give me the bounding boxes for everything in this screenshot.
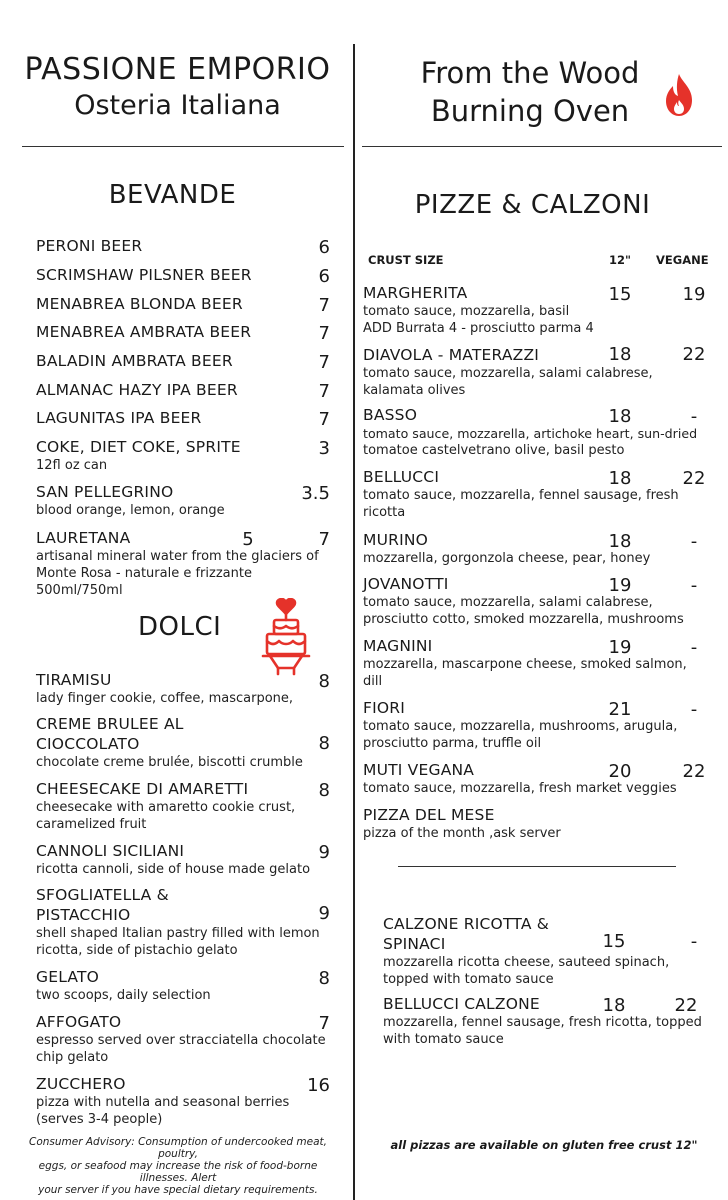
item-description: tomato sauce, mozzarella, basil [363, 304, 570, 319]
item-price: 7 [318, 529, 330, 550]
item-price: 7 [318, 323, 330, 344]
item-name: GELATO [36, 968, 100, 986]
item-description: ADD Burrata 4 - prosciutto parma 4 [363, 321, 594, 336]
item-price: 3.5 [301, 483, 330, 504]
item-name-line2: CIOCCOLATO [36, 735, 140, 753]
list-item [36, 265, 252, 285]
item-name: MUTI VEGANA [363, 761, 475, 779]
item-description: mozzarella, fennel sausage, fresh ricotta, topped [383, 1015, 702, 1030]
price-12: 19 [608, 575, 632, 596]
list-item [36, 1012, 326, 1066]
item-name: ALMANAC HAZY IPA BEER [36, 381, 238, 399]
item-description: mozzarella, gorgonzola cheese, pear, honey [363, 551, 651, 566]
price-12: 18 [608, 344, 632, 365]
price-vegane: 22 [682, 761, 706, 782]
list-item [36, 528, 319, 599]
price-vegane: - [690, 637, 698, 658]
item-description: two scoops, daily selection [36, 988, 211, 1003]
flame-icon [662, 72, 696, 118]
list-item [36, 714, 303, 771]
item-name: JOVANOTTI [363, 575, 449, 593]
item-price: 8 [318, 671, 330, 692]
pizze-title: PIZZE & CALZONI [414, 190, 651, 220]
item-name-line2: SPINACI [383, 935, 446, 953]
item-name: MENABREA BLONDA BEER [36, 295, 243, 313]
item-price: 7 [318, 409, 330, 430]
item-name: ZUCCHERO [36, 1075, 126, 1093]
price-12: 21 [608, 699, 632, 720]
item-description: tomato sauce, mozzarella, salami calabrese, [363, 595, 653, 610]
item-name: CANNOLI SICILIANI [36, 842, 185, 860]
item-price: 7 [318, 295, 330, 316]
item-description: (serves 3-4 people) [36, 1112, 163, 1127]
item-description: chocolate creme brulée, biscotti crumble [36, 755, 303, 770]
item-description: 12fl oz can [36, 458, 108, 473]
price-vegane: - [690, 406, 698, 427]
item-name: TIRAMISU [36, 671, 112, 689]
item-price: 7 [318, 1013, 330, 1034]
item-description: mozzarella, mascarpone cheese, smoked salmon, [363, 657, 687, 672]
item-name: LAURETANA [36, 529, 131, 547]
list-item [383, 994, 702, 1048]
item-description: topped with tomato sauce [383, 972, 554, 987]
item-description: mozzarella ricotta cheese, sauteed spinach, [383, 955, 670, 970]
item-description: tomato sauce, mozzarella, fresh market veggies [363, 781, 677, 796]
price-12: 15 [602, 931, 626, 952]
col-header-vegane: VEGANE [656, 253, 709, 267]
price-12: 20 [608, 761, 632, 782]
list-item [363, 405, 697, 459]
item-description: cheesecake with amaretto cookie crust, [36, 800, 296, 815]
item-price: 8 [318, 968, 330, 989]
cake-icon [260, 598, 312, 676]
item-description: blood orange, lemon, orange [36, 503, 225, 518]
oven-title-line2: Burning Oven [430, 94, 630, 128]
item-description: kalamata olives [363, 383, 466, 398]
list-item [36, 841, 310, 878]
advisory-line: eggs, or seafood may increase the risk of food-borne illnesses. Alert [38, 1160, 318, 1184]
restaurant-subtitle: Osteria Italiana [74, 90, 281, 121]
price-12: 18 [608, 531, 632, 552]
item-price: 9 [318, 842, 330, 863]
advisory-line: Consumer Advisory: Consumption of undercooked meat, poultry, [29, 1136, 327, 1160]
header-rule-left [22, 146, 344, 147]
item-price: 7 [318, 352, 330, 373]
item-description: espresso served over stracciatella chocolate [36, 1033, 326, 1048]
item-description: caramelized fruit [36, 817, 147, 832]
item-price: 6 [318, 237, 330, 258]
item-description: tomato sauce, mozzarella, artichoke heart, sun-dried [363, 426, 698, 441]
list-item [36, 322, 251, 342]
list-item [36, 380, 238, 400]
item-name: CHEESECAKE DI AMARETTI [36, 780, 249, 798]
price-12: 18 [602, 995, 626, 1016]
item-price: 16 [307, 1075, 330, 1096]
item-name: BALADIN AMBRATA BEER [36, 352, 233, 370]
price-vegane: - [690, 931, 698, 952]
item-description: shell shaped Italian pastry filled with lemon [36, 926, 320, 941]
price-vegane: 22 [682, 468, 706, 489]
list-item [36, 967, 211, 1004]
price-vegane: 22 [682, 344, 706, 365]
price-12: 19 [608, 637, 632, 658]
item-price: 9 [318, 903, 330, 924]
list-item [36, 408, 202, 428]
oven-title-line1: From the Wood [420, 56, 640, 90]
item-name: BASSO [363, 406, 418, 424]
item-description: lady finger cookie, coffee, mascarpone, [36, 691, 294, 706]
item-description: tomato sauce, mozzarella, fennel sausage, fresh [363, 488, 679, 503]
section-rule [398, 866, 676, 867]
price-vegane: 19 [682, 284, 706, 305]
item-name: MAGNINI [363, 637, 433, 655]
item-description: Monte Rosa - naturale e frizzante [36, 566, 252, 581]
list-item [36, 1074, 289, 1128]
item-price: 8 [318, 780, 330, 801]
item-name: CALZONE RICOTTA & [383, 915, 550, 933]
item-description: chip gelato [36, 1050, 109, 1065]
list-item [36, 885, 320, 959]
consumer-advisory [18, 1136, 338, 1196]
list-item [363, 805, 561, 842]
item-description: tomato sauce, mozzarella, mushrooms, arugula, [363, 719, 678, 734]
item-description: artisanal mineral water from the glaciers of [36, 549, 319, 564]
price-vegane: - [690, 699, 698, 720]
item-name: MARGHERITA [363, 284, 468, 302]
item-description: dill [363, 674, 383, 689]
item-name: SCRIMSHAW PILSNER BEER [36, 266, 252, 284]
list-item [36, 779, 295, 833]
item-description: with tomato sauce [383, 1032, 504, 1047]
item-name: CREME BRULEE AL [36, 715, 184, 733]
item-price: 6 [318, 266, 330, 287]
item-price-small: 5 [242, 529, 254, 550]
item-price: 3 [318, 438, 330, 459]
item-name: COKE, DIET COKE, SPRITE [36, 438, 241, 456]
dolci-title: DOLCI [138, 612, 222, 642]
col-header-12: 12" [609, 253, 631, 267]
price-12: 15 [608, 284, 632, 305]
item-description: 500ml/750ml [36, 583, 123, 598]
item-description: ricotta cannoli, side of house made gelato [36, 862, 311, 877]
item-description: ricotta [363, 505, 406, 520]
item-name: PERONI BEER [36, 237, 143, 255]
item-description: ricotta, side of pistachio gelato [36, 943, 238, 958]
gluten-free-note: all pizzas are available on gluten free crust 12" [390, 1138, 698, 1152]
item-description: tomatoe castelvetrano olive, basil pesto [363, 443, 625, 458]
price-vegane: - [690, 531, 698, 552]
header-rule-right [362, 146, 722, 147]
item-name: BELLUCCI [363, 468, 440, 486]
price-12: 18 [608, 406, 632, 427]
item-name: PIZZA DEL MESE [363, 806, 495, 824]
price-vegane: 22 [674, 995, 698, 1016]
item-description: prosciutto cotto, smoked mozzarella, mushrooms [363, 612, 684, 627]
item-name: MENABREA AMBRATA BEER [36, 323, 252, 341]
item-name: MURINO [363, 531, 429, 549]
price-vegane: - [690, 575, 698, 596]
item-description: pizza with nutella and seasonal berries [36, 1095, 290, 1110]
item-name: SAN PELLEGRINO [36, 483, 174, 501]
item-name: AFFOGATO [36, 1013, 122, 1031]
item-price: 8 [318, 733, 330, 754]
item-name: BELLUCCI CALZONE [383, 995, 540, 1013]
advisory-line: your server if you have special dietary requirements. [38, 1184, 318, 1196]
item-price: 7 [318, 381, 330, 402]
price-12: 18 [608, 468, 632, 489]
item-description: prosciutto parma, truffle oil [363, 736, 542, 751]
item-name-line2: PISTACCHIO [36, 906, 131, 924]
list-item [36, 236, 142, 256]
item-description: pizza of the month ,ask server [363, 826, 561, 841]
item-description: tomato sauce, mozzarella, salami calabrese, [363, 366, 653, 381]
item-name: LAGUNITAS IPA BEER [36, 409, 202, 427]
item-name: SFOGLIATELLA & [36, 886, 169, 904]
list-item [36, 437, 241, 474]
list-item [36, 351, 233, 371]
list-item [36, 670, 293, 707]
item-name: DIAVOLA - MATERAZZI [363, 346, 540, 364]
bevande-title: BEVANDE [108, 180, 237, 210]
list-item [36, 482, 225, 519]
list-item [363, 283, 594, 337]
list-item [36, 294, 243, 314]
restaurant-name: PASSIONE EMPORIO [24, 52, 331, 87]
item-name: FIORI [363, 699, 406, 717]
col-header-crust: CRUST SIZE [368, 253, 444, 267]
